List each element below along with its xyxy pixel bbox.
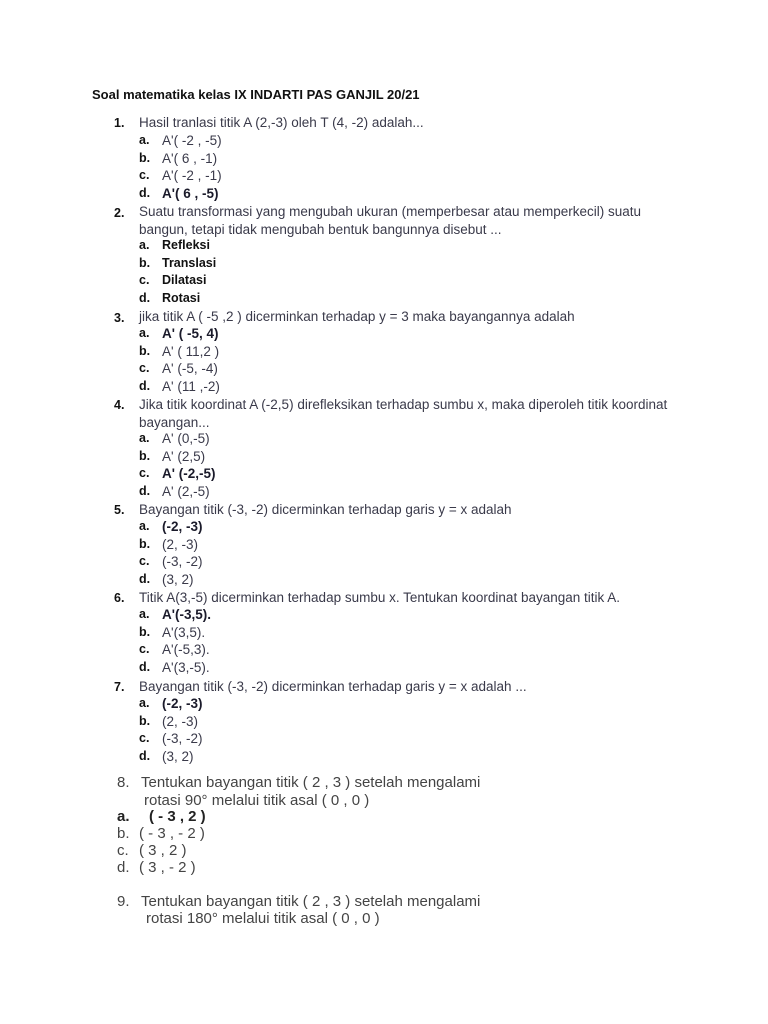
question-number: 7. — [114, 680, 125, 694]
question-text: Bayangan titik (-3, -2) dicerminkan terhadap garis y = x adalah ... — [139, 679, 527, 694]
option-a: a. A'( -2 , -5) — [139, 133, 222, 148]
option-b: b. A' (2,5) — [139, 449, 206, 464]
option-d: d. (3, 2) — [139, 749, 194, 764]
question-text: Hasil tranlasi titik A (2,-3) oleh T (4, -2) adalah... — [139, 115, 424, 130]
option-c: c. A'(-5,3). — [139, 642, 210, 657]
question-text: Jika titik koordinat A (-2,5) direfleksikan terhadap sumbu x, maka diperoleh titik koordinat bayangan... — [139, 397, 668, 430]
option-b: b. (2, -3) — [139, 537, 199, 552]
question-number: 8. — [117, 774, 130, 791]
option-c: c. A' (-2,-5) — [139, 466, 216, 481]
option-c: c. A' (-5, -4) — [139, 361, 218, 376]
question-number: 3. — [114, 311, 125, 325]
option-c: c. A'( -2 , -1) — [139, 168, 222, 183]
option-b: b. (2, -3) — [139, 714, 199, 729]
option-a: a. A' ( -5, 4) — [139, 326, 219, 341]
option-b: b. A' ( 11,2 ) — [139, 344, 220, 359]
option-a: a. A'(-3,5). — [139, 607, 211, 622]
option-d: d. (3, 2) — [139, 572, 194, 587]
question-text-line-1: Tentukan bayangan titik ( 2 , 3 ) setelah mengalami — [141, 893, 481, 910]
option-b: b. A'( 6 , -1) — [139, 151, 218, 166]
question-text-line-1: Tentukan bayangan titik ( 2 , 3 ) setelah mengalami — [141, 774, 481, 791]
question-text: jika titik A ( -5 ,2 ) dicerminkan terhadap y = 3 maka bayangannya adalah — [139, 309, 575, 324]
option-c: c. (-3, -2) — [139, 731, 203, 746]
question-number: 1. — [114, 116, 125, 130]
option-b: b. Translasi — [139, 256, 217, 270]
option-c: c. (-3, -2) — [139, 554, 203, 569]
option-d: d. A' (2,-5) — [139, 484, 210, 499]
option-d: d. Rotasi — [139, 291, 201, 305]
document-title: Soal matematika kelas IX INDARTI PAS GANJIL 20/21 — [92, 87, 420, 102]
question-number: 6. — [114, 591, 125, 605]
question-number: 9. — [117, 893, 130, 910]
option-d: d. A'(3,-5). — [139, 660, 210, 675]
option-a: a. (-2, -3) — [139, 696, 203, 711]
question-text-line-2: rotasi 90° melalui titik asal ( 0 , 0 ) — [144, 792, 370, 809]
question-number: 5. — [114, 503, 125, 517]
question-text: Titik A(3,-5) dicerminkan terhadap sumbu x. Tentukan koordinat bayangan titik A. — [139, 590, 621, 605]
option-a: a. Refleksi — [139, 238, 210, 252]
option-c: c. ( 3 , 2 ) — [117, 842, 187, 859]
option-b: b. A'(3,5). — [139, 625, 206, 640]
option-c: c. Dilatasi — [139, 273, 207, 287]
option-b: b. ( - 3 , - 2 ) — [117, 825, 205, 842]
question-text: Suatu transformasi yang mengubah ukuran (memperbesar atau memperkecil) suatu bangun, tetapi tidak mengubah bentuk bangunnya disebut ... — [139, 204, 641, 237]
option-d: d. ( 3 , - 2 ) — [117, 859, 196, 876]
option-a: a. A' (0,-5) — [139, 431, 210, 446]
question-text-line-2: rotasi 180° melalui titik asal ( 0 , 0 ) — [146, 910, 380, 927]
option-a: a. ( - 3 , 2 ) — [117, 808, 206, 825]
question-text: Bayangan titik (-3, -2) dicerminkan terhadap garis y = x adalah — [139, 502, 512, 517]
option-d: d. A' (11 ,-2) — [139, 379, 220, 394]
option-d: d. A'( 6 , -5) — [139, 186, 219, 201]
question-number: 2. — [114, 206, 125, 220]
option-a: a. (-2, -3) — [139, 519, 203, 534]
question-number: 4. — [114, 398, 125, 412]
